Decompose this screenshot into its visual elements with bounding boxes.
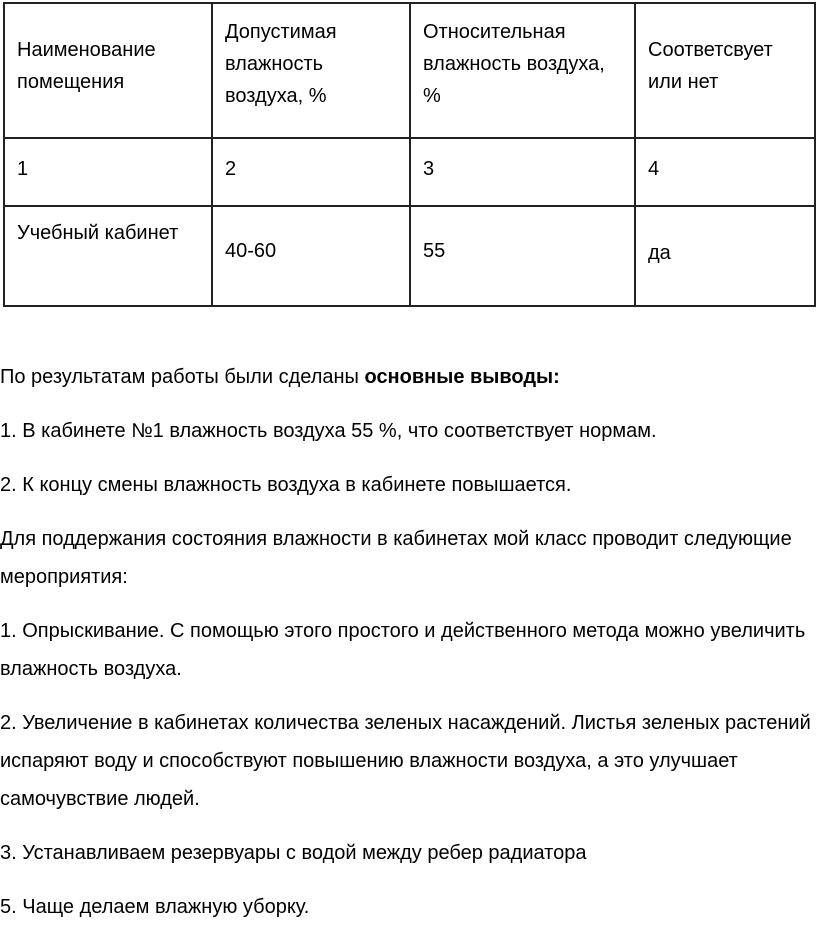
cell-matches: да (635, 206, 815, 306)
column-number: 3 (410, 138, 635, 206)
column-number: 2 (212, 138, 410, 206)
measure-2: 2. Увеличение в кабинетах количества зеленых насаждений. Листья зеленых растений испаряют воду и способствуют повышению влажности воздуха, а это улучшает самочувствие людей. (0, 712, 811, 810)
intro-text: По результатам работы были сделаны (0, 366, 365, 388)
cell-room: Учебный кабинет (4, 206, 212, 306)
measure-1: 1. Опрыскивание. С помощью этого простого и действенного метода можно увеличить влажность воздуха. (0, 620, 806, 680)
cell-relative-humidity: 55 (410, 206, 635, 306)
header-room-name: Наименование помещения (4, 3, 212, 138)
column-number: 1 (4, 138, 212, 206)
measure-5: 5. Чаще делаем влажную уборку. (0, 896, 310, 918)
measure-3: 3. Устанавливаем резервуары с водой между ребер радиатора (0, 842, 587, 864)
humidity-table (3, 2, 816, 307)
column-number: 4 (635, 138, 815, 206)
header-allowed-humidity: Допустимая влажность воздуха, % (212, 3, 410, 138)
intro-bold-text: основные выводы: (364, 366, 560, 388)
table-row (4, 206, 815, 306)
header-matches: Соответсвует или нет (635, 3, 815, 138)
conclusions-text (0, 358, 812, 942)
conclusion-2: 2. К концу смены влажность воздуха в кабинете повышается. (0, 474, 572, 496)
cell-allowed-humidity: 40-60 (212, 206, 410, 306)
table-number-row (4, 138, 815, 206)
intro-paragraph (0, 358, 812, 396)
header-relative-humidity: Относительная влажность воздуха, % (410, 3, 635, 138)
measures-intro: Для поддержания состояния влажности в кабинетах мой класс проводит следующие мероприятия: (0, 528, 792, 588)
conclusion-1: 1. В кабинете №1 влажность воздуха 55 %, что соответствует нормам. (0, 420, 657, 442)
table-header-row (4, 3, 815, 138)
